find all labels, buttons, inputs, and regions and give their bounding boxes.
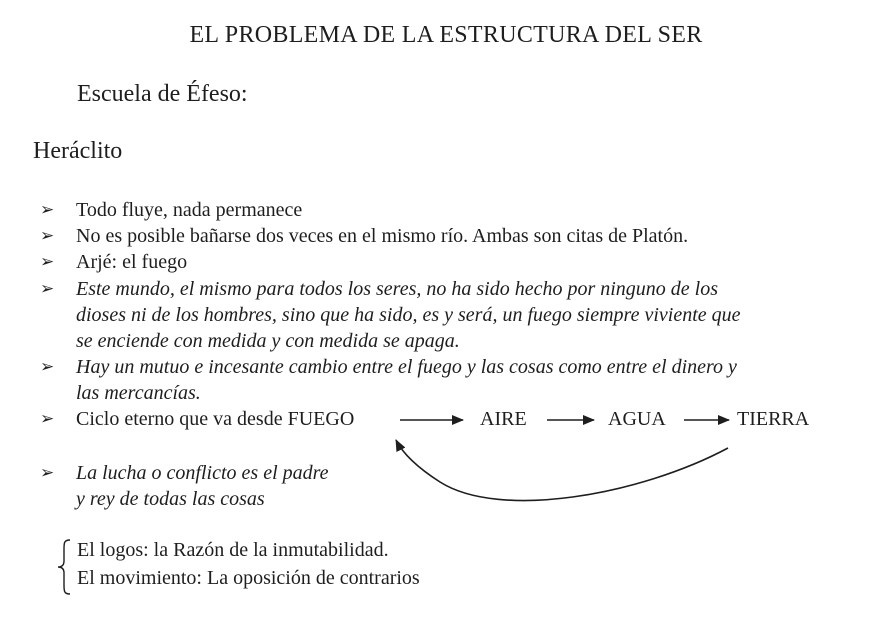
quote-line: se enciende con medida y con medida se apaga. — [76, 330, 460, 352]
arrow-bullet-icon: ➢ — [40, 279, 55, 298]
quote-line: y rey de todas las cosas — [76, 488, 265, 510]
arrow-bullet-icon: ➢ — [40, 252, 55, 271]
summary-logos: El logos: la Razón de la inmutabilidad. — [77, 539, 389, 561]
bullet-text: Ciclo eterno que va desde FUEGO — [76, 408, 355, 430]
cycle-agua: AGUA — [608, 408, 666, 430]
cycle-aire: AIRE — [480, 408, 527, 430]
bullet-text: Todo fluye, nada permanece — [76, 199, 303, 221]
quote-line: dioses ni de los hombres, sino que ha sido, es y será, un fuego siempre viviente que — [76, 304, 741, 326]
bullet-text: Arjé: el fuego — [76, 251, 188, 273]
arrow-bullet-icon: ➢ — [40, 200, 55, 219]
arrow-bullet-icon: ➢ — [40, 409, 55, 428]
arrow-tierra-fuego — [396, 440, 728, 501]
arrow-bullet-icon: ➢ — [40, 357, 55, 376]
author-heading: Heráclito — [33, 138, 123, 164]
school-heading: Escuela de Éfeso: — [77, 81, 248, 107]
quote-line: las mercancías. — [76, 382, 201, 404]
cycle-tierra: TIERRA — [737, 408, 810, 430]
bullet-quote — [76, 354, 737, 406]
quote-line: Este mundo, el mismo para todos los seres, no ha sido hecho por ninguno de los — [76, 278, 719, 300]
arrow-bullet-icon: ➢ — [40, 226, 55, 245]
summary-movimiento: El movimiento: La oposición de contrarios — [77, 567, 420, 589]
bullet-quote — [76, 460, 329, 512]
quote-line: La lucha o conflicto es el padre — [76, 462, 329, 484]
curly-brace-icon — [56, 539, 74, 595]
bullet-text: No es posible bañarse dos veces en el mismo río. Ambas son citas de Platón. — [76, 225, 689, 247]
quote-line: Hay un mutuo e incesante cambio entre el fuego y las cosas como entre el dinero y — [76, 356, 737, 378]
arrow-bullet-icon: ➢ — [40, 463, 55, 482]
bullet-quote — [76, 276, 741, 354]
page-title: EL PROBLEMA DE LA ESTRUCTURA DEL SER — [189, 22, 703, 48]
